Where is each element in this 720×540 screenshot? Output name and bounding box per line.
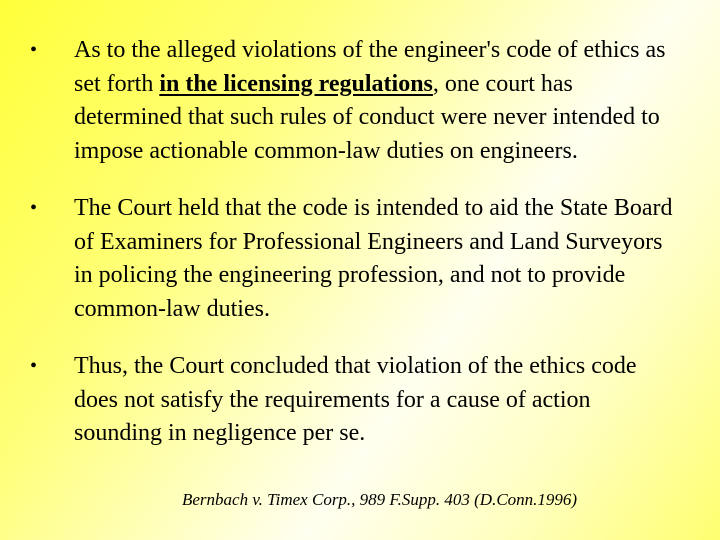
- bullet-icon: •: [30, 39, 38, 61]
- emphasized-phrase: in the licensing regulations: [159, 70, 433, 97]
- bullet-text-1b: , one court has determined that such rules of conduct were never intended to impose actionable common-law duties on engineers.: [74, 70, 660, 164]
- case-citation: Bernbach v. Timex Corp., 989 F.Supp. 403 (D.Conn.1996): [182, 490, 578, 509]
- bullet-item-1: [30, 34, 680, 168]
- bullet-icon: •: [30, 197, 38, 219]
- bullet-item-2: [30, 192, 680, 326]
- bullet-item-3: [30, 350, 680, 451]
- bullet-text-3: Thus, the Court concluded that violation of the ethics code does not satisfy the requirements for a cause of action sounding in negligence per se.: [74, 353, 637, 446]
- bullet-list: [30, 34, 680, 451]
- bullet-icon: •: [30, 355, 38, 377]
- bullet-text-2: The Court held that the code is intended to aid the State Board of Examiners for Professional Engineers and Land Surveyors in policing the engineering profession, and not to provide common-law duties.: [74, 195, 673, 322]
- bullet-text-1a: As to the alleged violations of the engineer's code of ethics as set forth: [74, 37, 666, 97]
